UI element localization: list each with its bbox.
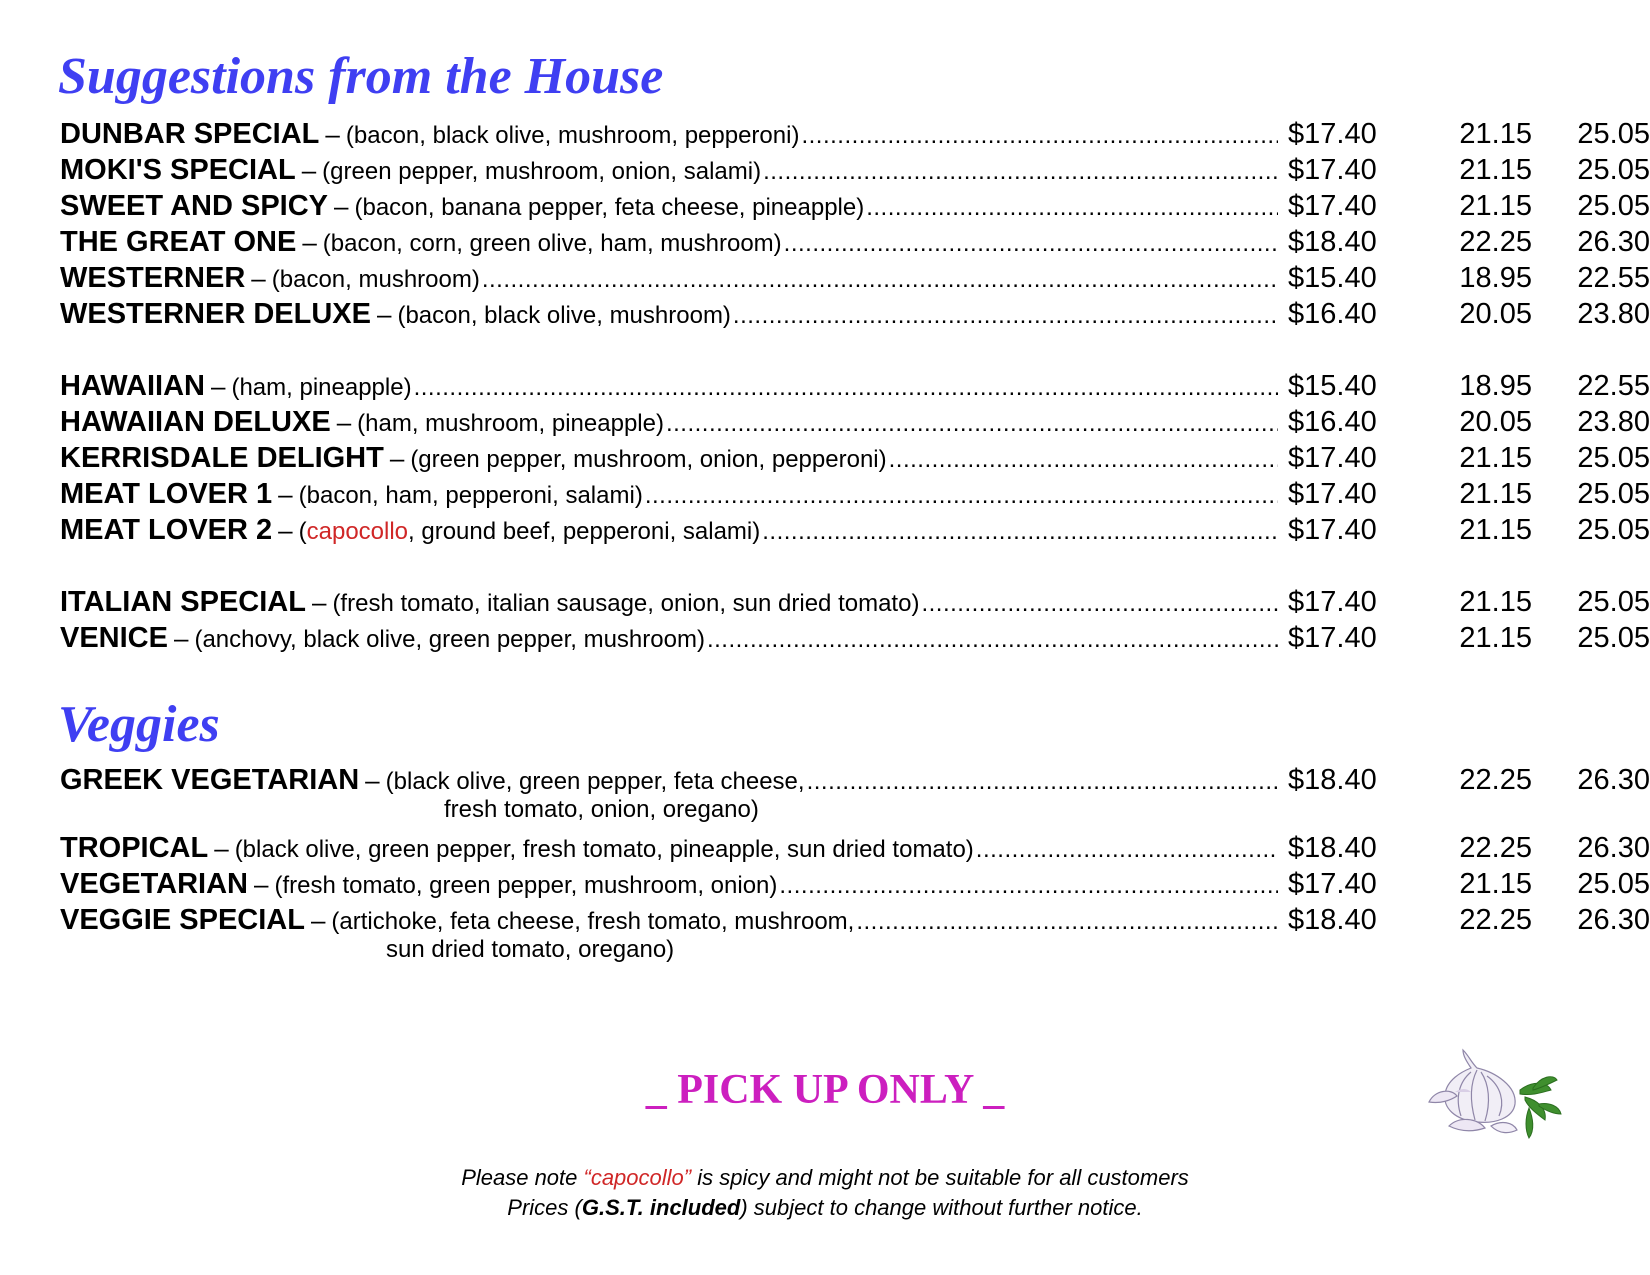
dot-leader [976, 832, 1278, 868]
menu-item [60, 116, 1650, 152]
price-large: 26.30 [1577, 226, 1650, 258]
price-large: 26.30 [1577, 764, 1650, 796]
dot-leader [482, 262, 1278, 298]
section-heading-veggies: Veggies [58, 696, 220, 753]
veggies-menu-list [60, 762, 1650, 970]
item-ingredients: (green pepper, mushroom, onion, salami) [322, 158, 762, 185]
item-name: KERRISDALE DELIGHT [60, 442, 384, 474]
item-name: THE GREAT ONE [60, 226, 297, 258]
item-ingredients: (black olive, green pepper, feta cheese, [385, 768, 805, 795]
price-large: 25.05 [1577, 868, 1650, 900]
menu-item [60, 866, 1650, 902]
garlic-bulb [1445, 1050, 1515, 1122]
menu-item [60, 188, 1650, 224]
price-small: $17.40 [1288, 118, 1377, 150]
dot-leader [856, 904, 1278, 940]
note-highlight: “capocollo” [583, 1165, 692, 1190]
price-small: $17.40 [1288, 622, 1377, 654]
group-spacer [60, 332, 1600, 368]
price-large: 22.55 [1577, 262, 1650, 294]
price-small: $16.40 [1288, 406, 1377, 438]
price-medium: 22.25 [1459, 904, 1532, 936]
item-name: VENICE [60, 622, 168, 654]
item-dash: – [376, 299, 392, 329]
item-ingredients: (fresh tomato, green pepper, mushroom, onion) [274, 872, 778, 899]
price-medium: 21.15 [1459, 622, 1532, 654]
dot-leader [666, 406, 1278, 442]
price-medium: 21.15 [1459, 154, 1532, 186]
menu-item [60, 296, 1650, 332]
menu-item [60, 830, 1650, 866]
price-large: 25.05 [1577, 442, 1650, 474]
item-name: MEAT LOVER 2 [60, 514, 273, 546]
price-medium: 20.05 [1459, 298, 1532, 330]
price-large: 25.05 [1577, 190, 1650, 222]
spicy-ingredient: capocollo [306, 518, 409, 545]
garlic-illustration [1425, 1042, 1575, 1142]
item-name: GREEK VEGETARIAN [60, 764, 360, 796]
item-name: VEGGIE SPECIAL [60, 904, 305, 936]
price-medium: 21.15 [1459, 442, 1532, 474]
note-bold: G.S.T. included [581, 1195, 741, 1220]
item-ingredients: (bacon, banana pepper, feta cheese, pineapple) [354, 194, 865, 221]
price-small: $18.40 [1288, 832, 1377, 864]
item-dash: – [302, 227, 317, 257]
item-ingredients: (bacon, mushroom) [271, 266, 480, 293]
item-dash: – [301, 155, 317, 185]
menu-item [60, 762, 1650, 830]
item-name: TROPICAL [60, 832, 209, 864]
item-name: HAWAIIAN DELUXE [60, 406, 331, 438]
price-note [0, 1193, 1650, 1223]
menu-item [60, 152, 1650, 188]
price-small: $17.40 [1288, 586, 1377, 618]
menu-item [60, 902, 1650, 970]
dot-leader [645, 478, 1278, 514]
menu-item [60, 260, 1650, 296]
price-large: 26.30 [1577, 832, 1650, 864]
price-large: 25.05 [1577, 478, 1650, 510]
price-small: $17.40 [1288, 190, 1377, 222]
price-large: 25.05 [1577, 622, 1650, 654]
item-ingredients: (black olive, green pepper, fresh tomato, pineapple, sun dried tomato) [234, 836, 974, 863]
menu-item [60, 224, 1650, 260]
price-small: $18.40 [1288, 226, 1377, 258]
item-dash: – [389, 443, 405, 473]
item-name: SWEET AND SPICY [60, 190, 329, 222]
dot-leader [801, 118, 1278, 154]
price-small: $15.40 [1288, 262, 1377, 294]
menu-item [60, 584, 1650, 620]
item-ingredients-continued: fresh tomato, onion, oregano) [444, 796, 759, 823]
item-dash: – [278, 479, 293, 509]
dot-leader [733, 298, 1278, 334]
item-name: ITALIAN SPECIAL [60, 586, 306, 618]
item-dash: – [334, 191, 349, 221]
spicy-note [0, 1163, 1650, 1193]
dot-leader [414, 370, 1278, 406]
dot-leader [762, 514, 1278, 550]
item-ingredients [299, 514, 761, 550]
price-medium: 21.15 [1459, 586, 1532, 618]
item-name: MOKI'S SPECIAL [60, 154, 296, 186]
dot-leader [763, 154, 1278, 190]
price-small: $15.40 [1288, 370, 1377, 402]
dot-leader [784, 226, 1278, 262]
dot-leader [707, 622, 1278, 658]
dot-leader [921, 586, 1278, 622]
price-small: $17.40 [1288, 442, 1377, 474]
dot-leader [889, 442, 1278, 478]
item-ingredients: (artichoke, feta cheese, fresh tomato, mushroom, [331, 908, 855, 935]
menu-item [60, 476, 1650, 512]
item-ingredients-continued: sun dried tomato, oregano) [386, 936, 675, 963]
price-large: 25.05 [1577, 514, 1650, 546]
price-medium: 22.25 [1459, 764, 1532, 796]
price-medium: 21.15 [1459, 514, 1532, 546]
menu-item [60, 404, 1650, 440]
dot-leader [779, 868, 1278, 904]
price-medium: 22.25 [1459, 226, 1532, 258]
pick-up-only-banner: _ PICK UP ONLY _ [645, 1067, 1005, 1113]
price-medium: 21.15 [1459, 478, 1532, 510]
group-spacer [60, 548, 1600, 584]
item-dash: – [211, 371, 226, 401]
price-large: 23.80 [1577, 298, 1650, 330]
item-dash: – [310, 905, 326, 935]
menu-item [60, 512, 1650, 548]
dot-leader [807, 764, 1278, 800]
price-medium: 21.15 [1459, 190, 1532, 222]
item-dash: – [311, 587, 327, 617]
price-large: 25.05 [1577, 586, 1650, 618]
menu-item [60, 440, 1650, 476]
price-small: $18.40 [1288, 764, 1377, 796]
price-large: 23.80 [1577, 406, 1650, 438]
dot-leader [866, 190, 1278, 226]
item-dash: – [325, 119, 340, 149]
item-ingredients: (bacon, black olive, mushroom, pepperoni) [345, 122, 800, 149]
price-large: 25.05 [1577, 118, 1650, 150]
price-small: $17.40 [1288, 868, 1377, 900]
price-small: $17.40 [1288, 154, 1377, 186]
price-small: $18.40 [1288, 904, 1377, 936]
price-large: 25.05 [1577, 154, 1650, 186]
item-ingredients: (fresh tomato, italian sausage, onion, sun dried tomato) [332, 590, 920, 617]
item-dash: – [173, 623, 189, 653]
item-ingredients: (green pepper, mushroom, onion, pepperoni) [410, 446, 887, 473]
note-text: ) subject to change without further notice. [740, 1195, 1143, 1220]
note-text: Prices ( [507, 1195, 582, 1220]
item-ingredients: (bacon, black olive, mushroom) [397, 302, 731, 329]
item-dash: – [214, 833, 229, 863]
item-name: DUNBAR SPECIAL [60, 118, 320, 150]
item-dash: – [336, 407, 352, 437]
price-small: $16.40 [1288, 298, 1377, 330]
note-text: is spicy and might not be suitable for all customers [691, 1165, 1189, 1190]
item-ingredients: (ham, mushroom, pineapple) [357, 410, 664, 437]
price-medium: 18.95 [1459, 370, 1532, 402]
item-name: MEAT LOVER 1 [60, 478, 273, 510]
price-small: $17.40 [1288, 478, 1377, 510]
price-small: $17.40 [1288, 514, 1377, 546]
house-menu-list [60, 116, 1650, 656]
item-dash: – [253, 869, 269, 899]
note-text: Please note [461, 1165, 584, 1190]
item-ingredients: (bacon, ham, pepperoni, salami) [298, 482, 643, 509]
item-name: HAWAIIAN [60, 370, 205, 402]
menu-item [60, 620, 1650, 656]
ingredients-open: ( [298, 518, 307, 545]
price-medium: 22.25 [1459, 832, 1532, 864]
price-large: 22.55 [1577, 370, 1650, 402]
item-dash: – [278, 515, 293, 545]
item-name: WESTERNER [60, 262, 246, 294]
item-ingredients: (ham, pineapple) [231, 374, 412, 401]
item-ingredients: (anchovy, black olive, green pepper, mushroom) [194, 626, 705, 653]
item-dash: – [251, 263, 266, 293]
price-medium: 20.05 [1459, 406, 1532, 438]
price-medium: 18.95 [1459, 262, 1532, 294]
ingredients-rest: , ground beef, pepperoni, salami) [408, 518, 761, 545]
price-medium: 21.15 [1459, 868, 1532, 900]
price-large: 26.30 [1577, 904, 1650, 936]
menu-item [60, 368, 1650, 404]
item-name: WESTERNER DELUXE [60, 298, 371, 330]
parsley-leaves [1520, 1077, 1561, 1138]
item-ingredients: (bacon, corn, green olive, ham, mushroom) [322, 230, 782, 257]
item-name: VEGETARIAN [60, 868, 248, 900]
price-medium: 21.15 [1459, 118, 1532, 150]
section-heading-house: Suggestions from the House [58, 48, 664, 105]
item-dash: – [365, 765, 380, 795]
